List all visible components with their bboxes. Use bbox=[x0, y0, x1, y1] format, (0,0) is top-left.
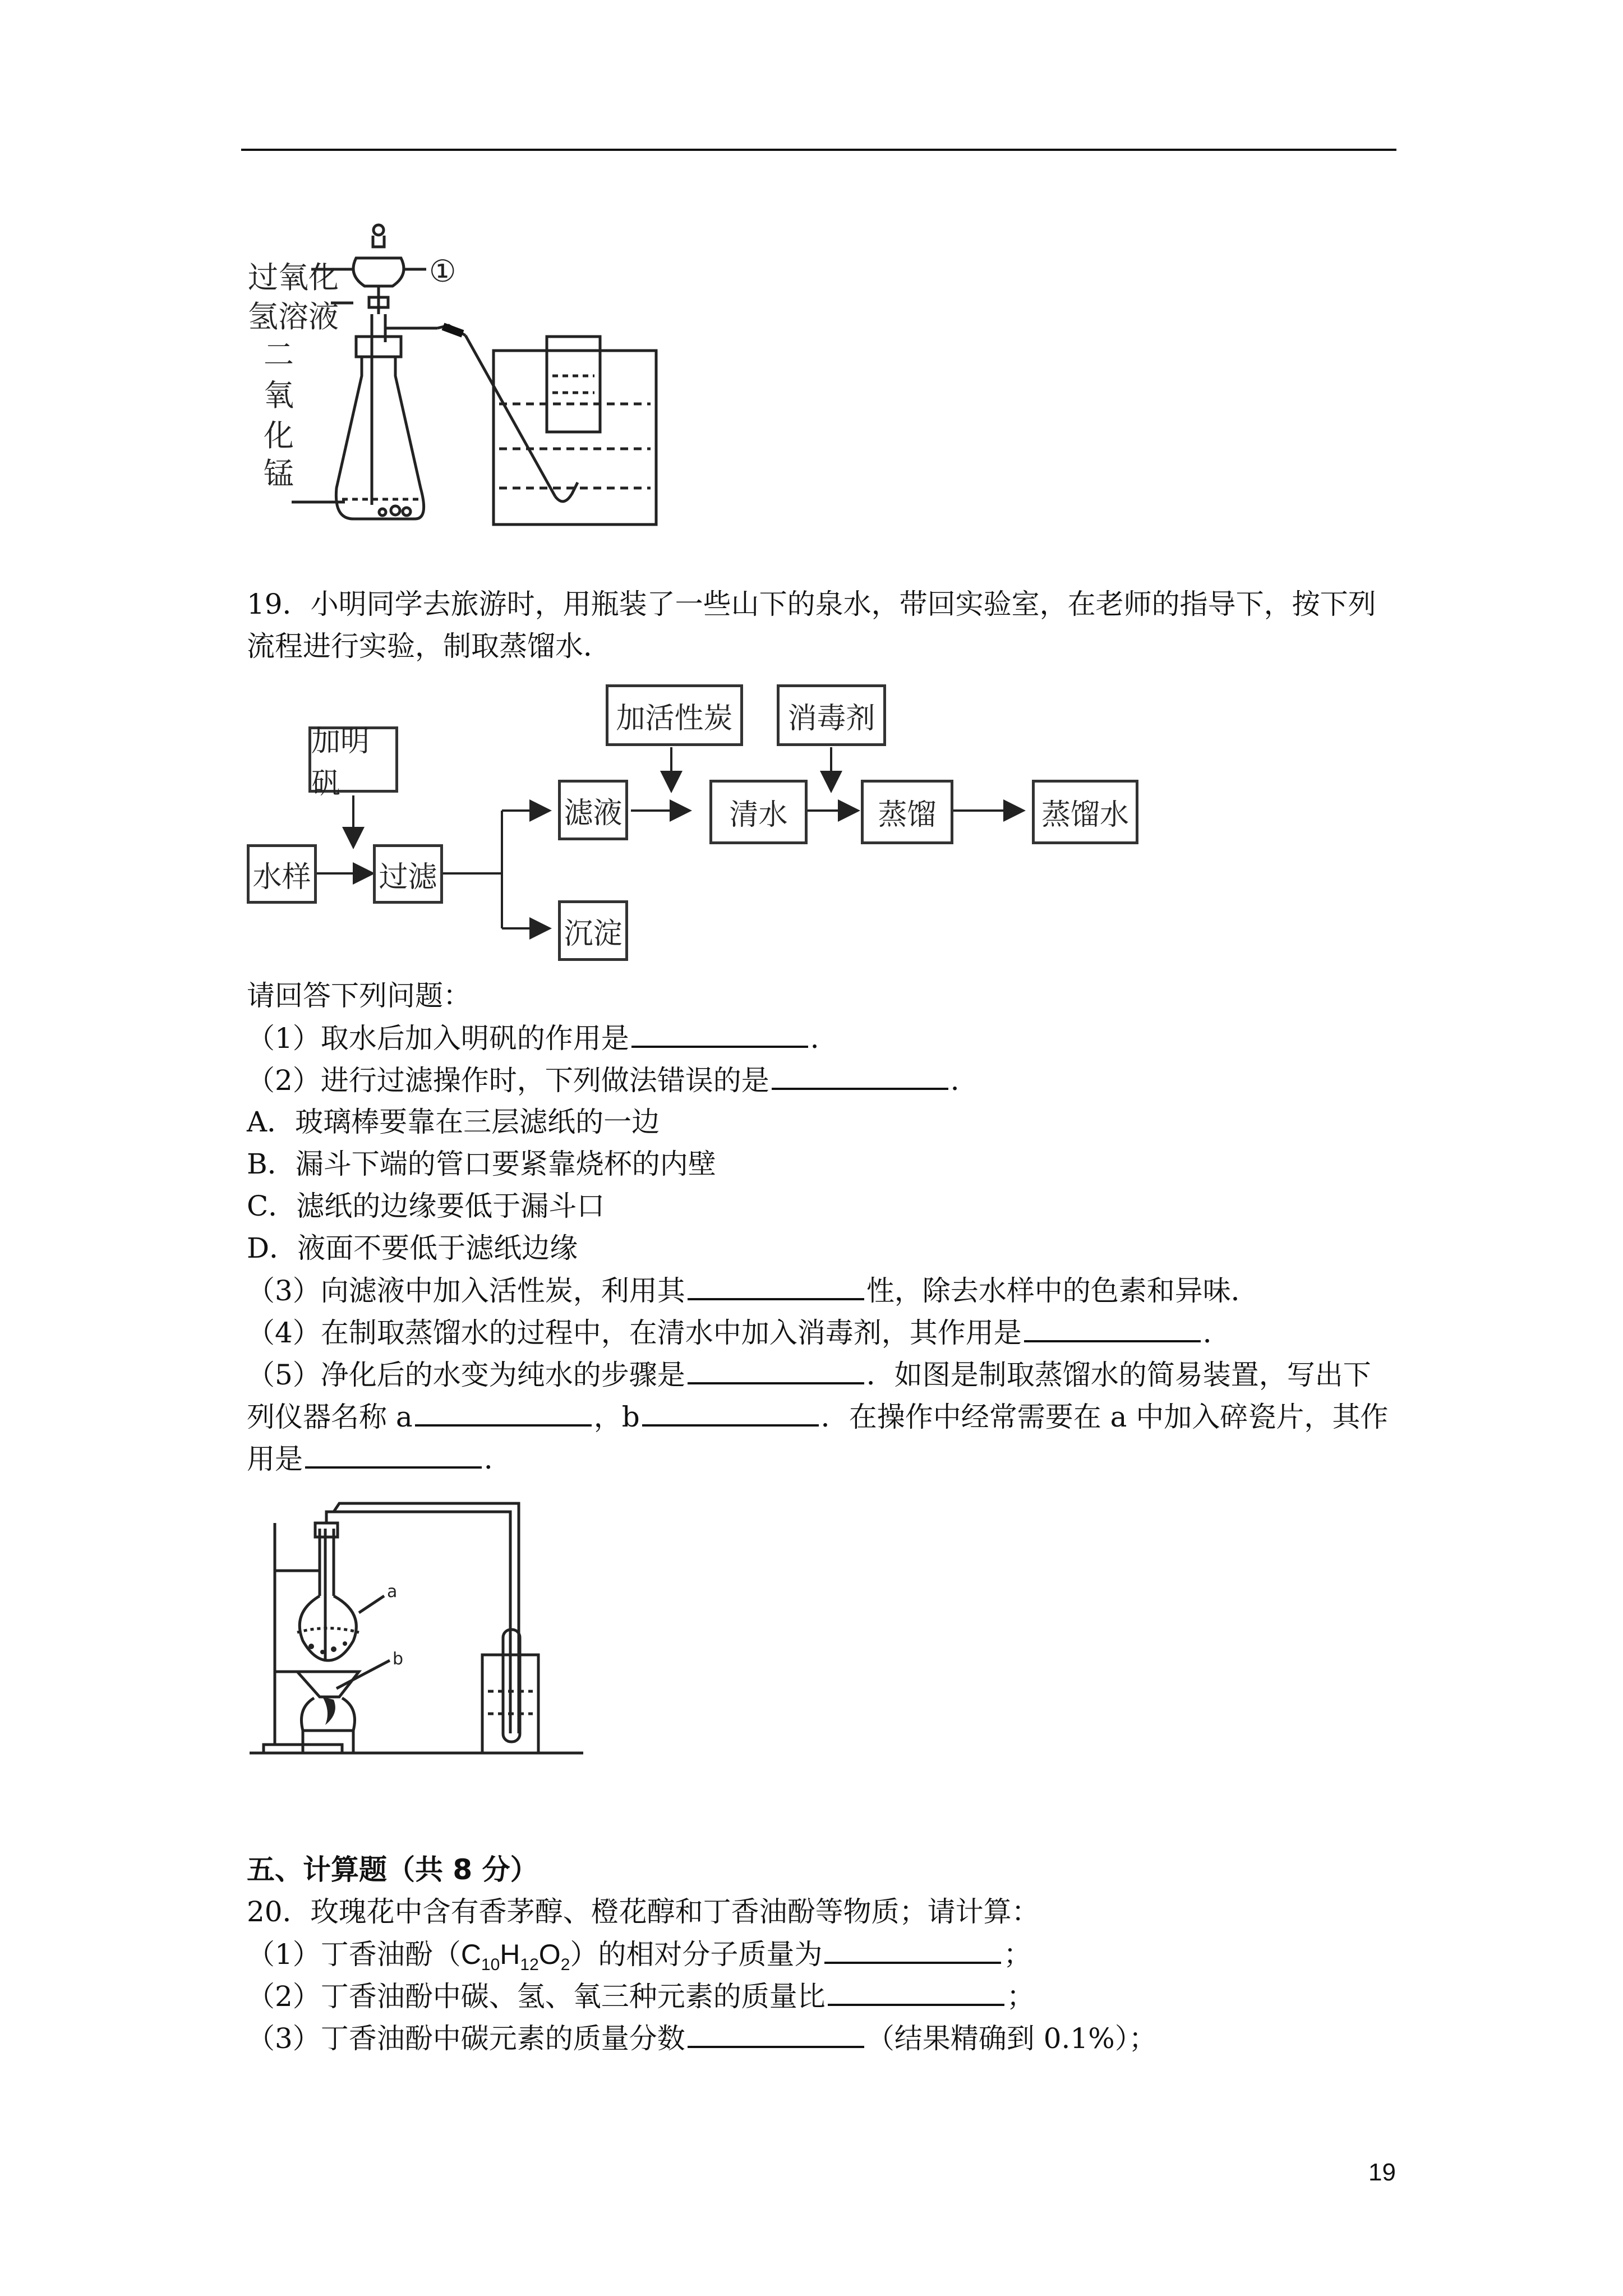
answer-blank-1[interactable] bbox=[631, 1021, 808, 1048]
q19-part1 bbox=[247, 1021, 838, 1055]
q19-part5-mid: ．如图是制取蒸馏水的简易装置，写出下 bbox=[866, 1359, 1371, 1391]
flow-box-disinfectant: 消毒剂 bbox=[777, 684, 886, 746]
funnel-marker-label: ① bbox=[429, 254, 457, 289]
q20-part1-text: （1）丁香油酚（ bbox=[247, 1938, 461, 1971]
q19-part5-line1 bbox=[247, 1358, 1371, 1392]
section-5-heading: 五、计算题（共 8 分） bbox=[247, 1853, 538, 1886]
q19-prompt: 请回答下列问题： bbox=[247, 979, 471, 1012]
answer-blank-7[interactable] bbox=[642, 1400, 819, 1427]
q20-part3-end: （结果精确到 0.1%）； bbox=[866, 2022, 1157, 2055]
q19-part2-text: （2）进行过滤操作时，下列做法错误的是 bbox=[247, 1064, 769, 1097]
q19-part5-line2-end: ．在操作中经常需要在 a 中加入碎瓷片，其作 bbox=[820, 1401, 1389, 1433]
q19-intro-line-2: 流程进行实验，制取蒸馏水． bbox=[247, 630, 611, 662]
q19-part2-end: ． bbox=[950, 1064, 979, 1097]
q19-part3 bbox=[247, 1273, 1259, 1308]
flask-label-a: a bbox=[387, 1582, 398, 1602]
mno2-label-2: 氧 bbox=[264, 378, 294, 413]
q20-part2 bbox=[247, 1979, 1035, 2013]
flow-box-clear-water: 清水 bbox=[709, 780, 808, 844]
q19-part2 bbox=[247, 1063, 979, 1097]
answer-blank-11[interactable] bbox=[688, 2021, 864, 2048]
q19-part1-text: （1）取水后加入明矾的作用是 bbox=[247, 1022, 629, 1055]
q19-option-d: D．液面不要低于滤纸边缘 bbox=[247, 1232, 578, 1264]
lamp-label-b: b bbox=[393, 1649, 404, 1669]
answer-blank-8[interactable] bbox=[305, 1442, 482, 1469]
h2o2-label-1: 过氧化 bbox=[248, 260, 339, 295]
mno2-label-3: 化 bbox=[264, 418, 294, 453]
q19-part3-end: 性，除去水样中的色素和异味． bbox=[866, 1274, 1259, 1307]
q20-part2-end: ； bbox=[1006, 1980, 1035, 2013]
flow-box-distill: 蒸馏 bbox=[861, 780, 953, 844]
answer-blank-6[interactable] bbox=[415, 1400, 592, 1427]
answer-blank-5[interactable] bbox=[688, 1358, 864, 1384]
q19-part4 bbox=[247, 1315, 1231, 1350]
q19-part5-use: 用是 bbox=[247, 1443, 303, 1475]
answer-blank-4[interactable] bbox=[1024, 1315, 1201, 1342]
flow-box-filtrate: 滤液 bbox=[558, 780, 628, 840]
q19-option-b: B．漏斗下端的管口要紧靠烧杯的内壁 bbox=[247, 1148, 716, 1180]
q19-part1-end: ． bbox=[810, 1022, 838, 1055]
distillation-apparatus-figure bbox=[241, 1489, 600, 1770]
q20-part1-mid: ）的相对分子质量为 bbox=[570, 1938, 823, 1971]
q20-part2-text: （2）丁香油酚中碳、氢、氧三种元素的质量比 bbox=[247, 1980, 826, 2013]
q19-part4-text: （4）在制取蒸馏水的过程中，在清水中加入消毒剂，其作用是 bbox=[247, 1317, 1022, 1349]
h2o2-label-2: 氢溶液 bbox=[248, 299, 339, 334]
header-rule bbox=[241, 149, 1396, 151]
water-purification-flowchart bbox=[247, 673, 1144, 965]
q20-part3 bbox=[247, 2021, 1157, 2055]
oxygen-apparatus-figure bbox=[241, 213, 723, 533]
q19-part5-line3 bbox=[247, 1442, 512, 1476]
q19-option-a: A．玻璃棒要靠在三层滤纸的一边 bbox=[247, 1106, 660, 1138]
distillation-apparatus-drawing bbox=[241, 1489, 600, 1770]
flow-box-filter: 过滤 bbox=[373, 844, 443, 904]
q19-part5-name-b: ，b bbox=[593, 1401, 640, 1433]
q19-part5-line2 bbox=[247, 1400, 1388, 1434]
answer-blank-9[interactable] bbox=[824, 1937, 1001, 1964]
answer-blank-10[interactable] bbox=[828, 1979, 1004, 2006]
flow-box-distilled-water: 蒸馏水 bbox=[1032, 780, 1138, 844]
q19-intro-line-1: 19．小明同学去旅游时，用瓶装了一些山下的泉水，带回实验室，在老师的指导下，按下列 bbox=[247, 588, 1376, 620]
q19-part5-line3-end: ． bbox=[484, 1443, 512, 1475]
flow-box-sample: 水样 bbox=[247, 844, 317, 904]
eugenol-formula: $C_{10}H_{12}O_2$ bbox=[460, 1939, 570, 1974]
q20-part3-text: （3）丁香油酚中碳元素的质量分数 bbox=[247, 2022, 685, 2055]
answer-blank-2[interactable] bbox=[772, 1063, 948, 1090]
page-number: 19 bbox=[1368, 2159, 1396, 2186]
flow-box-alum: 加明矾 bbox=[308, 726, 398, 793]
oxygen-apparatus-drawing bbox=[241, 213, 723, 533]
q20-part1-end: ； bbox=[1003, 1938, 1032, 1971]
mno2-label-1: 二 bbox=[264, 337, 294, 372]
mno2-label-4: 锰 bbox=[264, 456, 294, 491]
q19-part4-end: ． bbox=[1202, 1317, 1231, 1349]
flow-box-carbon: 加活性炭 bbox=[606, 684, 743, 746]
q19-option-c: C．滤纸的边缘要低于漏斗口 bbox=[247, 1190, 605, 1222]
q20-intro: 20．玫瑰花中含有香茅醇、橙花醇和丁香油酚等物质；请计算： bbox=[247, 1895, 1040, 1928]
q19-part5-text: （5）净化后的水变为纯水的步骤是 bbox=[247, 1359, 685, 1391]
flow-box-precipitate: 沉淀 bbox=[558, 900, 628, 961]
q19-part5-name-a: 列仪器名称 a bbox=[247, 1401, 413, 1433]
answer-blank-3[interactable] bbox=[688, 1273, 864, 1300]
q19-part3-text: （3）向滤液中加入活性炭，利用其 bbox=[247, 1274, 685, 1307]
q20-part1 bbox=[247, 1937, 1031, 1982]
